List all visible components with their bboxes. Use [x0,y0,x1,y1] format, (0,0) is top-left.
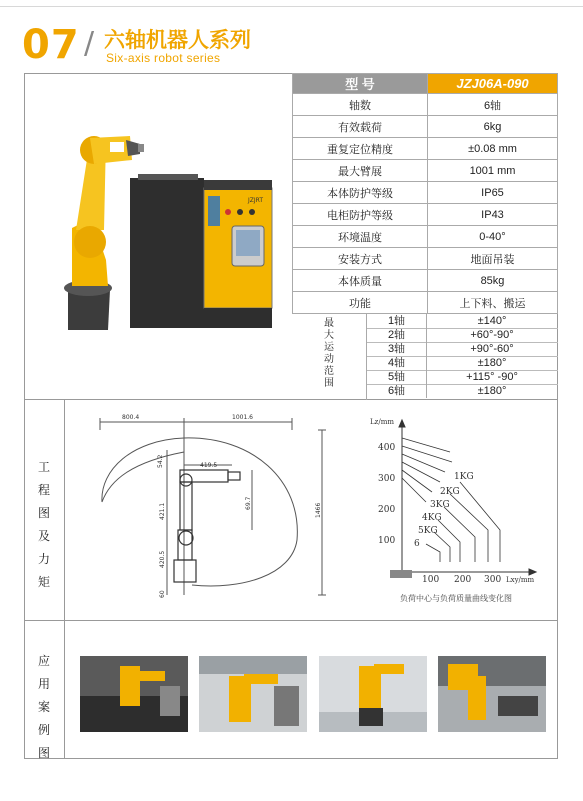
spec-value: IP43 [428,204,558,226]
drawing-section-label: 工程图及力矩 [37,460,50,589]
title-slash: / [84,26,95,61]
spec-value: ±0.08 mm [428,138,558,160]
spec-value: 上下料、搬运 [428,292,558,314]
range-row: 5轴 +115° -90° [367,370,558,385]
application-section-label: 应用案例图 [37,654,50,760]
motion-range-label: 最大运动范围 [292,314,367,400]
x-axis-label: Lxy/mm [506,576,535,584]
dim-label: 421.1 [159,502,166,520]
chart-caption: 负荷中心与负荷质量曲线变化图 [400,594,512,603]
spec-key: 重复定位精度 [293,138,428,160]
dim-label: 1001.6 [232,414,253,421]
y-tick: 200 [378,505,396,515]
curve-label: 1KG [454,472,474,482]
range-row: 2轴 +60°-90° [367,328,558,343]
spec-value: 地面吊装 [428,248,558,270]
curve-label: 6 [414,539,420,549]
page-title: 六轴机器人系列 [104,28,251,52]
spec-key: 环境温度 [293,226,428,248]
dim-label: 1466 [315,502,322,518]
dim-label: 800.4 [122,414,140,421]
spec-value: 0-40° [428,226,558,248]
curve-label: 2KG [440,487,460,497]
spec-key: 本体防护等级 [293,182,428,204]
load-curve-chart [360,412,550,590]
spec-value: 85kg [428,270,558,292]
workspace-drawing [92,410,342,605]
top-rule [0,6,583,7]
spec-key: 轴数 [293,94,428,116]
application-photo-4 [438,656,546,732]
page-subtitle: Six-axis robot series [106,51,221,65]
spec-key: 电柜防护等级 [293,204,428,226]
spec-table [292,73,558,314]
spec-value: IP65 [428,182,558,204]
range-row: 6轴 ±180° [367,384,558,398]
spec-key: 有效载荷 [293,116,428,138]
application-photo-3 [319,656,427,732]
spec-key: 功能 [293,292,428,314]
spec-value: 1001 mm [428,160,558,182]
y-tick: 300 [378,474,396,484]
dim-label: 420.5 [159,550,166,568]
range-row: 4轴 ±180° [367,356,558,371]
dim-label: 419.5 [200,462,218,469]
spec-header-key: 型 号 [293,74,428,94]
y-axis-label: Lz/mm [370,418,394,426]
range-row: 3轴 +90°-60° [367,342,558,357]
x-tick: 200 [454,575,472,585]
curve-label: 3KG [430,500,450,510]
control-cabinet [130,174,272,328]
cabinet-brand: JZJRT [248,197,264,204]
range-row: 1轴 ±140° [367,314,558,329]
label-column-line [64,400,65,758]
spec-header-value: JZJ06A-090 [428,74,558,94]
dim-label: 60 [159,590,166,598]
dim-label: 54.2 [157,454,164,468]
curve-label: 4KG [422,513,442,523]
dim-label: 69.7 [245,496,252,510]
spec-key: 最大臂展 [293,160,428,182]
application-photo-2 [199,656,307,732]
y-tick: 400 [378,443,396,453]
x-tick: 300 [484,575,502,585]
application-photo-1 [80,656,188,732]
spec-key: 安装方式 [293,248,428,270]
x-tick: 100 [422,575,440,585]
spec-value: 6kg [428,116,558,138]
divider-2 [24,620,558,621]
motion-range-table [292,314,558,400]
section-number: 07 [22,22,80,68]
base-block [390,570,412,578]
spec-value: 6轴 [428,94,558,116]
robot-illustration [28,110,288,340]
spec-key: 本体质量 [293,270,428,292]
y-tick: 100 [378,536,396,546]
curve-label: 5KG [418,526,438,536]
